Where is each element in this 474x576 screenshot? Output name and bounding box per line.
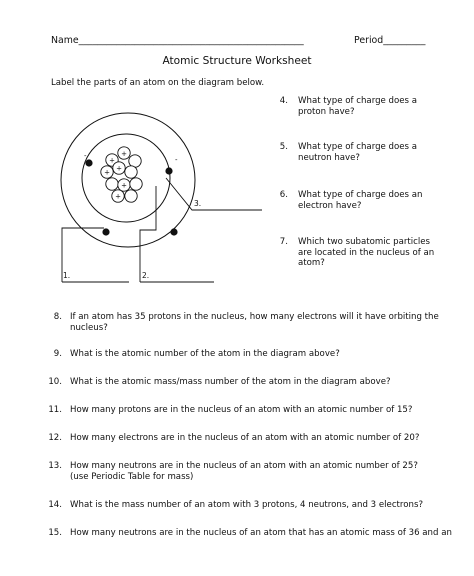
question-number: 9. — [53, 349, 62, 359]
question-text: What type of charge does a neutron have? — [298, 142, 418, 163]
leader-line-2 — [140, 186, 156, 282]
question-number: 15. — [48, 528, 62, 538]
svg-text:+: + — [109, 156, 115, 165]
question-number: 7. — [279, 237, 288, 247]
question-text: How many neutrons are in the nucleus of an atom with an atomic number of 25? (use Periodic Table for mass) — [70, 461, 418, 482]
question-number: 13. — [48, 461, 62, 471]
diagram-label-2: 2. — [142, 271, 150, 280]
question-text: If an atom has 35 protons in the nucleus, how many electrons will it have orbiting the nucleus? — [70, 312, 439, 333]
question-text: What type of charge does a proton have? — [298, 96, 418, 117]
svg-text:+: + — [104, 168, 110, 177]
period-label: Period — [354, 35, 384, 46]
question-text: How many protons are in the nucleus of an atom with an atomic number of 15? — [70, 405, 413, 415]
svg-text:+: + — [116, 164, 122, 173]
svg-text:+: + — [115, 192, 121, 201]
electron — [170, 228, 177, 235]
page-title: Atomic Structure Worksheet — [162, 55, 312, 67]
label-blanks — [62, 210, 262, 282]
svg-text:-: - — [175, 156, 178, 164]
question-text: How many electrons are in the nucleus of an atom with an atomic number of 20? — [70, 433, 420, 443]
question-number: 4. — [279, 96, 288, 106]
question-text: How many neutrons are in the nucleus of an atom that has an atomic mass of 36 and an — [70, 528, 452, 538]
question-number: 8. — [53, 312, 62, 322]
question-number: 11. — [48, 405, 62, 415]
neutron — [125, 166, 137, 178]
label-leader-lines — [62, 178, 262, 282]
neutron — [130, 178, 142, 190]
name-label: Name — [51, 35, 79, 46]
question-text: What is the mass number of an atom with 3 protons, 4 neutrons, and 3 electrons? — [70, 500, 424, 510]
question-text: What is the atomic mass/mass number of the atom in the diagram above? — [70, 377, 391, 387]
question-number: 14. — [48, 500, 62, 510]
instruction: Label the parts of an atom on the diagram below. — [51, 78, 265, 88]
question-text: What type of charge does an electron have? — [298, 190, 423, 211]
neutron — [129, 155, 141, 167]
neutron — [125, 190, 137, 202]
electron — [85, 159, 92, 166]
proton — [106, 178, 118, 190]
question-number: 12. — [48, 433, 62, 443]
question-number: 5. — [279, 142, 288, 152]
question-text: Which two subatomic particles are located in the nucleus of an atom? — [298, 237, 435, 268]
question-text: What is the atomic number of the atom in the diagram above? — [70, 349, 340, 359]
name-blank: ________________________________________________ — [78, 35, 304, 46]
question-number: 10. — [48, 377, 62, 387]
electron — [165, 167, 172, 174]
diagram-label-1: 1. — [63, 271, 71, 280]
question-number: 6. — [279, 190, 288, 200]
svg-text:+: + — [121, 181, 127, 190]
svg-text:-: - — [84, 152, 87, 160]
period-blank: _________ — [383, 35, 426, 46]
diagram-label-3: 3. — [194, 199, 202, 208]
electron — [102, 228, 109, 235]
leader-line-3 — [166, 178, 262, 210]
svg-text:+: + — [121, 150, 127, 158]
